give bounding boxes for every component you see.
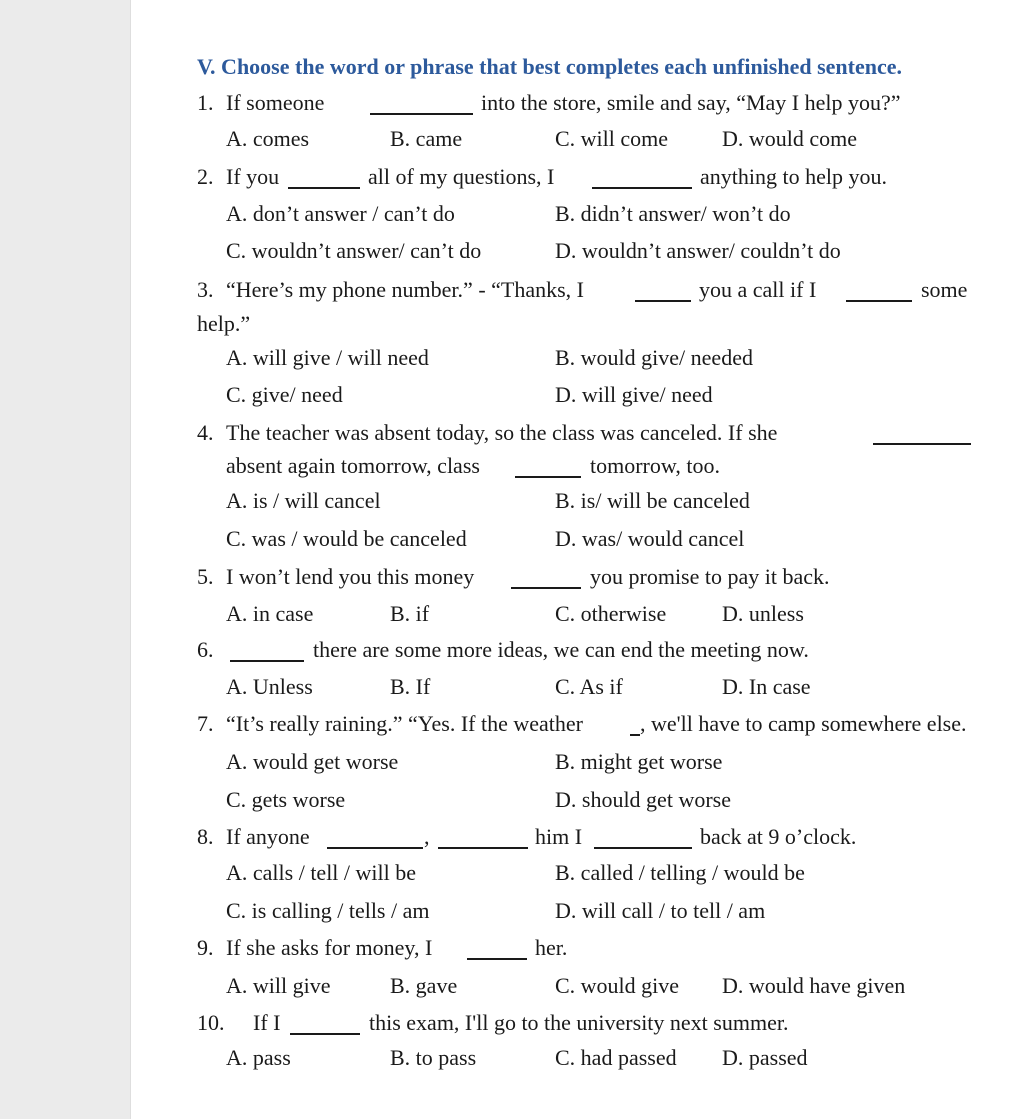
q8-option-a[interactable]: A. calls / tell / will be [226,860,417,885]
q6-option-c[interactable]: C. As if [555,674,623,699]
q8-text-part2: him I [535,824,583,849]
q3-option-c[interactable]: C. give/ need [226,382,343,407]
q10-text-part2: this exam, I'll go to the university next summer. [369,1010,789,1035]
q9-option-c[interactable]: C. would give [555,973,680,998]
q4-option-c[interactable]: C. was / would be canceled [226,526,467,551]
q4-number: 4. [197,420,214,445]
q6-option-d[interactable]: D. In case [722,674,811,699]
q5-number: 5. [197,564,214,589]
q5-answer-blank[interactable] [511,587,581,589]
q6-option-a[interactable]: A. Unless [226,674,313,699]
q9-option-d[interactable]: D. would have given [722,973,906,998]
q7-answer-blank[interactable] [630,734,640,736]
q10-number: 10. [197,1010,225,1035]
q7-option-b[interactable]: B. might get worse [555,749,723,774]
section-heading: V. Choose the word or phrase that best completes each unfinished sentence. [197,54,903,79]
q6-answer-blank[interactable] [230,660,304,662]
q8-option-b[interactable]: B. called / telling / would be [555,860,805,885]
q8-answer-blank-2[interactable] [438,847,528,849]
q8-answer-blank-3[interactable] [594,847,692,849]
q3-number: 3. [197,277,214,302]
q7-option-d[interactable]: D. should get worse [555,787,731,812]
q8-option-d[interactable]: D. will call / to tell / am [555,898,766,923]
q3-text-part2: you a call if I [699,277,817,302]
q7-text-part1: “It’s really raining.” “Yes. If the weather [226,711,583,736]
q1-option-d[interactable]: D. would come [722,126,858,151]
q3-text-part1: “Here’s my phone number.” - “Thanks, I [226,277,584,302]
q1-option-a[interactable]: A. comes [226,126,310,151]
q3-text-part4: help.” [197,311,251,336]
q5-text-part2: you promise to pay it back. [590,564,830,589]
q6-text: there are some more ideas, we can end the meeting now. [313,637,809,662]
q3-option-d[interactable]: D. will give/ need [555,382,713,407]
q1-option-c[interactable]: C. will come [555,126,669,151]
q4-text-part3: tomorrow, too. [590,453,720,478]
q9-text-part1: If she asks for money, I [226,935,433,960]
q8-answer-blank-1[interactable] [327,847,423,849]
q8-number: 8. [197,824,214,849]
q2-option-c[interactable]: C. wouldn’t answer/ can’t do [226,238,482,263]
q2-text-part3: anything to help you. [700,164,887,189]
q5-option-d[interactable]: D. unless [722,601,804,626]
q5-option-c[interactable]: C. otherwise [555,601,667,626]
q1-answer-blank[interactable] [370,113,473,115]
q3-option-a[interactable]: A. will give / will need [226,345,429,370]
q9-text-part2: her. [535,935,568,960]
q2-answer-blank-1[interactable] [288,187,360,189]
q3-answer-blank-2[interactable] [846,300,912,302]
q2-number: 2. [197,164,214,189]
q1-text-part1: If someone [226,90,325,115]
q10-option-d[interactable]: D. passed [722,1045,808,1070]
q5-text-part1: I won’t lend you this money [226,564,475,589]
q7-text-part2: , we'll have to camp somewhere else. [640,711,967,736]
q6-option-b[interactable]: B. If [390,674,431,699]
q10-option-a[interactable]: A. pass [226,1045,291,1070]
q2-option-d[interactable]: D. wouldn’t answer/ couldn’t do [555,238,841,263]
q8-text-part3: back at 9 o’clock. [700,824,857,849]
q4-option-a[interactable]: A. is / will cancel [226,488,381,513]
q3-answer-blank-1[interactable] [635,300,691,302]
q3-option-b[interactable]: B. would give/ needed [555,345,753,370]
q2-option-b[interactable]: B. didn’t answer/ won’t do [555,201,791,226]
q1-option-b[interactable]: B. came [390,126,463,151]
q2-answer-blank-2[interactable] [592,187,692,189]
q7-option-a[interactable]: A. would get worse [226,749,399,774]
q9-answer-blank[interactable] [467,958,527,960]
q2-text-part1: If you [226,164,280,189]
q4-option-b[interactable]: B. is/ will be canceled [555,488,750,513]
q4-answer-blank-1[interactable] [873,443,971,445]
q4-text-part1: The teacher was absent today, so the class was canceled. If she [226,420,778,445]
q5-option-a[interactable]: A. in case [226,601,314,626]
q7-number: 7. [197,711,214,736]
q3-text-part3: some [921,277,968,302]
q1-number: 1. [197,90,214,115]
q10-option-c[interactable]: C. had passed [555,1045,677,1070]
q8-option-c[interactable]: C. is calling / tells / am [226,898,430,923]
q9-option-b[interactable]: B. gave [390,973,458,998]
q4-option-d[interactable]: D. was/ would cancel [555,526,745,551]
q8-comma: , [424,824,430,849]
q10-answer-blank[interactable] [290,1033,360,1035]
q6-number: 6. [197,637,214,662]
q10-text-part1: If I [253,1010,281,1035]
q10-option-b[interactable]: B. to pass [390,1045,477,1070]
q4-answer-blank-2[interactable] [515,476,581,478]
q9-option-a[interactable]: A. will give [226,973,331,998]
q4-text-part2: absent again tomorrow, class [226,453,480,478]
q9-number: 9. [197,935,214,960]
q2-option-a[interactable]: A. don’t answer / can’t do [226,201,455,226]
q7-option-c[interactable]: C. gets worse [226,787,346,812]
q2-text-part2: all of my questions, I [368,164,555,189]
q1-text-part2: into the store, smile and say, “May I help you?” [481,90,901,115]
q5-option-b[interactable]: B. if [390,601,430,626]
q8-text-part1: If anyone [226,824,310,849]
